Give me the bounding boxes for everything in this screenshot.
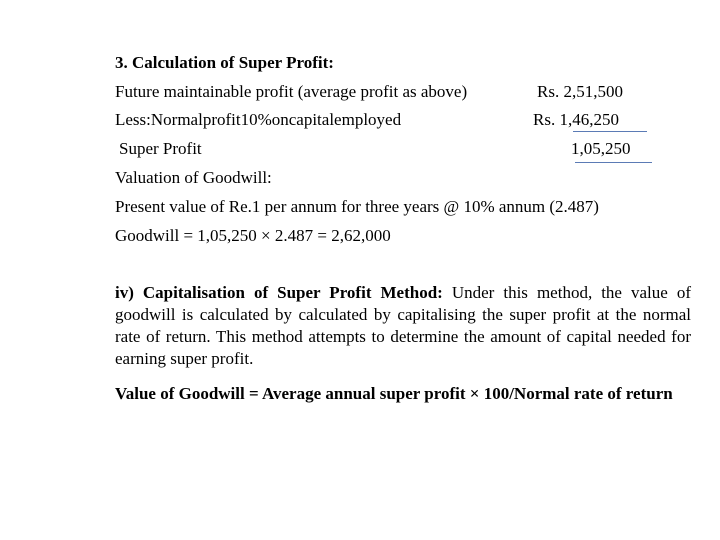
normal-profit-value: Rs. 1,46,250 [533,110,619,129]
method-lead: iv) Capitalisation of Super Profit Method: [115,283,443,302]
super-profit-value: 1,05,250 [571,139,631,158]
future-profit-value: Rs. 2,51,500 [537,82,623,101]
subtotal-rule [573,131,647,132]
present-value-line: Present value of Re.1 per annum for three years @ 10% annum (2.487) [115,197,599,216]
goodwill-formula: Value of Goodwill = Average annual super profit × 100/Normal rate of return [115,384,673,403]
section-heading: 3. Calculation of Super Profit: [115,53,334,72]
normal-profit-label: Less:Normalprofit10%oncapitalemployed [115,110,402,129]
method-body: Under this method, the value of goodwill is calculated by calculated by capitalising the super profit at the normal rate of return. This method attempts to determine the amount of capital needed for earning super profit. [115,283,692,368]
goodwill-line: Goodwill = 1,05,250 × 2.487 = 2,62,000 [115,226,391,245]
super-profit-label: Super Profit [119,139,202,158]
method-paragraph [115,282,691,370]
future-profit-label: Future maintainable profit (average profit as above) [115,82,468,101]
total-rule [575,162,652,163]
valuation-title: Valuation of Goodwill: [115,168,272,187]
